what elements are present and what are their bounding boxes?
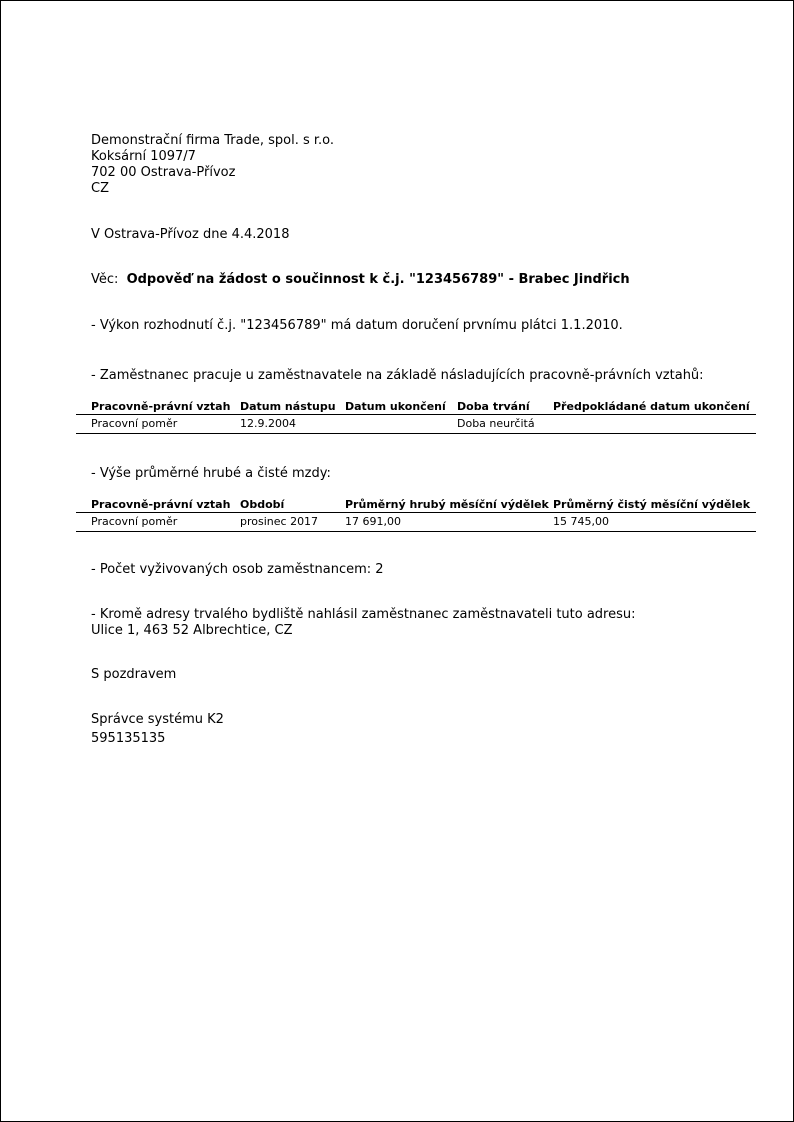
table-cell: Pracovní poměr <box>91 417 178 430</box>
signature-phone: 595135135 <box>91 731 166 746</box>
address-line: Ulice 1, 463 52 Albrechtice, CZ <box>91 623 293 638</box>
closing: S pozdravem <box>91 667 177 682</box>
wage-table <box>76 496 756 532</box>
employment-table <box>76 398 756 434</box>
header-cell: Pracovně-právní vztah <box>91 498 231 511</box>
table-row <box>76 416 756 434</box>
sender-city: 702 00 Ostrava-Přívoz <box>91 165 236 180</box>
header-cell: Pracovně-právní vztah <box>91 400 231 413</box>
table-rule <box>76 512 756 513</box>
table-rule <box>76 531 756 532</box>
subject-text: Odpověď na žádost o součinnost k č.j. "123456789" - Brabec Jindřich <box>126 272 630 287</box>
subject-label: Věc: <box>91 272 119 287</box>
header-cell: Doba trvání <box>457 400 530 413</box>
dependents-line: - Počet vyživovaných osob zaměstnancem: 2 <box>91 562 384 577</box>
sender-country: CZ <box>91 181 109 196</box>
table-cell: prosinec 2017 <box>240 515 319 528</box>
delivery-note: - Výkon rozhodnutí č.j. "123456789" má datum doručení prvnímu plátci 1.1.2010. <box>91 318 623 333</box>
table-row <box>76 514 756 532</box>
signature-name: Správce systému K2 <box>91 712 224 727</box>
wage-intro: - Výše průměrné hrubé a čisté mzdy: <box>91 466 331 481</box>
header-cell: Průměrný hrubý měsíční výdělek <box>345 498 549 511</box>
header-cell: Datum nástupu <box>240 400 336 413</box>
table-cell: Pracovní poměr <box>91 515 178 528</box>
table-cell: 17 691,00 <box>345 515 401 528</box>
address-intro: - Kromě adresy trvalého bydliště nahlásil zaměstnanec zaměstnavateli tuto adresu: <box>91 607 636 622</box>
header-cell: Datum ukončení <box>345 400 446 413</box>
employment-intro: - Zaměstnanec pracuje u zaměstnavatele na základě násladujících pracovně-právních vztahů: <box>91 368 704 383</box>
subject-line <box>91 272 630 288</box>
header-cell: Období <box>240 498 285 511</box>
table-cell: Doba neurčitá <box>457 417 535 430</box>
table-cell: 15 745,00 <box>553 515 609 528</box>
sender-street: Koksární 1097/7 <box>91 149 196 164</box>
date-line: V Ostrava-Přívoz dne 4.4.2018 <box>91 227 290 242</box>
table-rule <box>76 414 756 415</box>
header-cell: Průměrný čistý měsíční výdělek <box>553 498 751 511</box>
header-cell: Předpokládané datum ukončení <box>553 400 750 413</box>
sender-company: Demonstrační firma Trade, spol. s r.o. <box>91 133 335 148</box>
table-rule <box>76 433 756 434</box>
table-cell: 12.9.2004 <box>240 417 296 430</box>
